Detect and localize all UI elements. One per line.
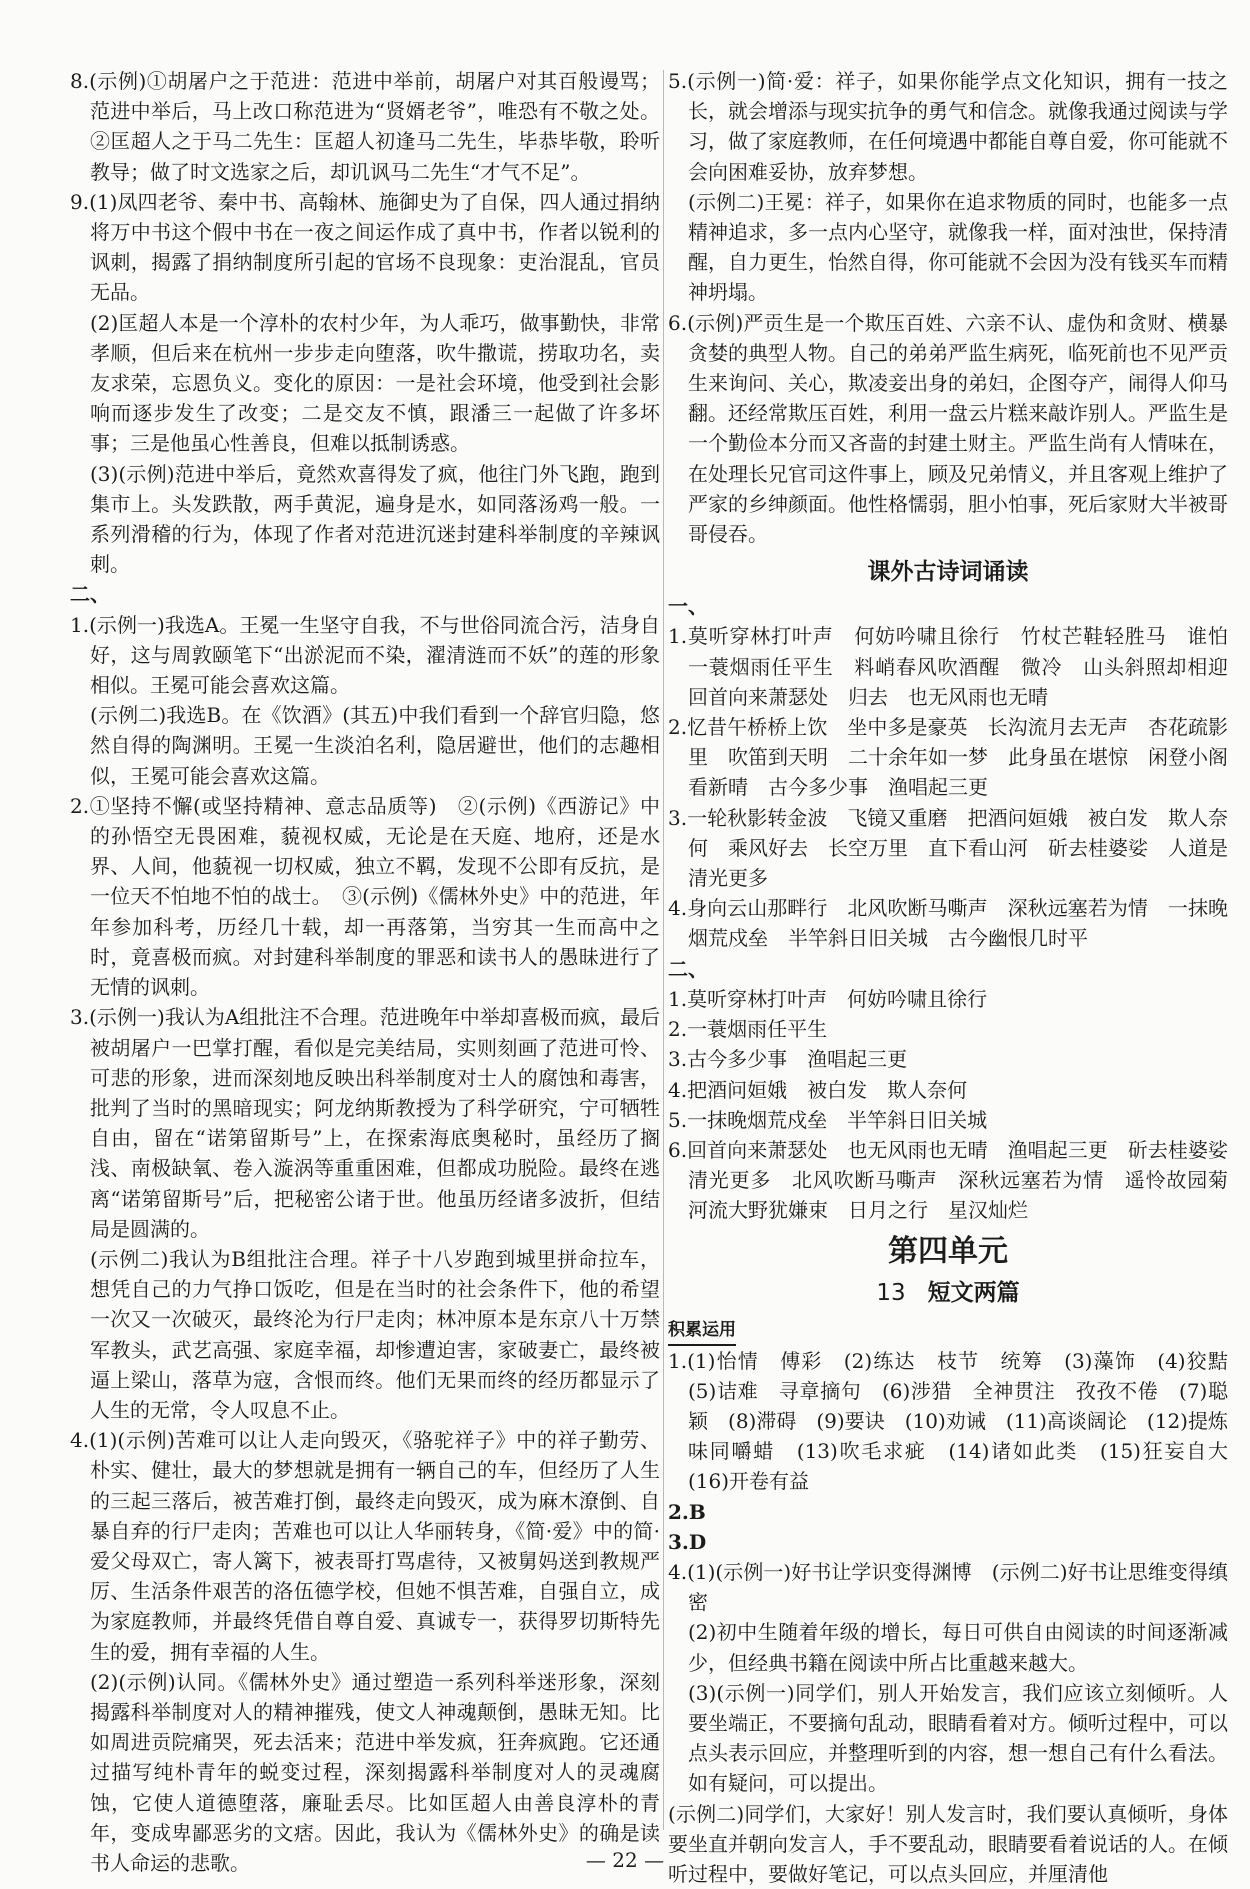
fill-answer-6: 6.回首向来萧瑟处 也无风雨也无晴 渔唱起三更 斫去桂婆娑 清光更多 北风吹断马嘶声 深秋远塞若为情 遥怜故园菊 河流大野犹嫌束 日月之行 星汉灿烂 [668, 1137, 1248, 1223]
unit-title: 第四单元 [888, 1233, 1008, 1269]
left-column [70, 66, 660, 1878]
answer-9-3: (3)(示例)范进中举后，竟然欢喜得发了疯，他往门外飞跑，跑到集市上。头发跌散，两手黄泥，遍身是水，如同落汤鸡一般。一系列滑稽的行为，体现了作者对范进沉迷封建科举制度的辛辣讽刺。 [90, 461, 660, 577]
answer-9-1: 9.(1)凤四老爷、秦中书、高翰林、施御史为了自保，四人通过捐纳将万中书这个假中书在一夜之间运作成了真中书，作者以锐利的讽刺，揭露了捐纳制度所引起的官场不良现象：吏治混乱，官员无品。 [70, 189, 660, 305]
answer-4-3b: (示例二)同学们，大家好！别人发言时，我们要认真倾听，身体要坐直并朝向发言人，手不要乱动，眼睛要看着说话的人。在倾听过程中，要做好笔记，可以点头回应，并厘清他 [668, 1801, 1228, 1886]
right-column [668, 66, 1248, 1889]
answer-4-1: 4.(1)(示例一)好书让学识变得渊博 (示例二)好书让思维变得缜密 [668, 1559, 1228, 1615]
poem-answer-2: 2.忆昔午桥桥上饮 坐中多是豪英 长沟流月去无声 杏花疏影里 吹笛到天明 二十余年如一梦 此身虽在堪惊 闲登小阁看新晴 古今多少事 渔唱起三更 [668, 715, 1228, 800]
choice-answer-2: 2.B [668, 1499, 706, 1524]
poem-answer-3: 3.一轮秋影转金波 飞镜又重磨 把酒问姮娥 被白发 欺人奈何 乘风好去 长空万里 直下看山河 斫去桂婆娑 人道是 清光更多 [668, 805, 1248, 891]
poetry-part-one: 一、 [668, 594, 708, 619]
accumulation-heading: 积累运用 [668, 1316, 736, 1346]
page-number: — 22 — [585, 1848, 665, 1872]
lesson-title: 短文两篇 [927, 1279, 1020, 1306]
answer-2-1b: (示例二)我选B。在《饮酒》(其五)中我们看到一个辞官归隐，悠然自得的陶渊明。王冕一生淡泊名利，隐居避世，他们的志趣相似，王冕可能会喜欢这篇。 [90, 703, 660, 788]
answer-2-4-2: (2)(示例)认同。《儒林外史》通过塑造一系列科举迷形象，深刻揭露科举制度对人的精神摧残，使文人神魂颠倒，愚昧无知。比如周进贡院痛哭，死去活来；范进中举发疯，狂奔疯跑。它还通过描写纯朴青年的蜕变过程，深刻揭露科举制度对人的灵魂腐蚀，它使人道德堕落，廉耻丢尽。比如匡超人由善良淳朴的青年，变成卑鄙恶劣的文痞。因此，我认为《儒林外史》的确是读书人命运的悲歌。 [90, 1669, 660, 1875]
choice-answer-3: 3.D [668, 1529, 707, 1554]
answer-4-2: (2)初中生随着年级的增长，每日可供自由阅读的时间逐渐减少，但经典书籍在阅读中所占比重越来越大。 [688, 1620, 1228, 1675]
fill-answer-1: 1.莫听穿林打叶声 何妨吟啸且徐行 [668, 986, 988, 1011]
answer-2-2: 2.①坚持不懈(或坚持精神、意志品质等) ②(示例)《西游记》中的孙悟空无畏困难，藐视权威，无论是在天庭、地府，还是水界、人间，他藐视一切权威，独立不羁，发现不公即有反抗，是一位天不怕地不怕的战士。 ③(示例)《儒林外史》中的范进，年年参加科考，历经几十载，却一再落第，当穷其一生而高中之时，竟喜极而疯。对封建科举制度的罪恶和读书人的愚昧进行了无情的讽刺。 [70, 793, 660, 1000]
answer-6: 6.(示例)严贡生是一个欺压百姓、六亲不认、虚伪和贪财、横暴贪婪的典型人物。自己的弟弟严监生病死，临死前也不见严贡生来询问、关心，欺凌妾出身的弟妇，企图夺产，闹得人仰马翻。还经常欺压百姓，利用一盘云片糕来敲诈别人。严监生是一个勤俭本分而又吝啬的封建土财主。严监生尚有人情味在，在处理长兄官司这件事上，顾及兄弟情义，并且客观上维护了严家的乡绅颜面。他性格懦弱，胆小怕事，死后家财大半被哥哥侵吞。 [668, 310, 1228, 547]
column-divider [663, 70, 664, 1830]
answer-5a: 5.(示例一)简·爱：祥子，如果你能学点文化知识，拥有一技之长，就会增添与现实抗争的勇气和信念。就像我通过阅读与学习，做了家庭教师，在任何境遇中都能自尊自爱，你可能就不会向困难妥协，放弃梦想。 [668, 69, 1228, 184]
lesson-heading [668, 1274, 1228, 1312]
answer-5b: (示例二)王冕：祥子，如果你在追求物质的同时，也能多一点精神追求，多一点内心坚守，就像我一样，面对浊世，保持清醒，自力更生，怡然自得，你可能就不会因为没有钱买车而精神坍塌。 [688, 189, 1228, 305]
fill-answer-2: 2.一蓑烟雨任平生 [668, 1017, 828, 1042]
poem-answer-4: 4.身向云山那畔行 北风吹断马嘶声 深秋远塞若为情 一抹晚烟荒戍垒 半竿斜日旧关城 古今幽恨几时平 [668, 896, 1228, 951]
fill-answer-5: 5.一抹晚烟荒戍垒 半竿斜日旧关城 [668, 1107, 988, 1132]
poem-answer-1: 1.莫听穿林打叶声 何妨吟啸且徐行 竹杖芒鞋轻胜马 谁怕 一蓑烟雨任平生 料峭春风吹酒醒 微冷 山头斜照却相迎 回首向来萧瑟处 归去 也无风雨也无晴 [668, 624, 1248, 709]
answer-2-3a: 3.(示例一)我认为A组批注不合理。范进晚年中举却喜极而疯，最后被胡屠户一巴掌打醒，看似是完美结局，实则刻画了范进可怜、可悲的形象，进而深刻地反映出科举制度对士人的腐蚀和毒害，批判了当时的黑暗现实；阿龙纳斯教授为了科学研究，宁可牺牲自由，留在“诺第留斯号”上，在探索海底奥秘时，虽经历了搁浅、南极缺氧、卷入漩涡等重重困难，但都成功脱险。最终在逃离“诺第留斯号”后，把秘密公诸于世。他虽历经诸多波折，但结局是圆满的。 [70, 1005, 660, 1241]
answer-8: 8.(示例)①胡屠户之于范进：范进中举前，胡屠户对其百般谩骂；范进中举后，马上改口称范进为“贤婿老爷”，唯恐有不敬之处。②匡超人之于马二先生：匡超人初逢马二先生，毕恭毕敬，聆听教导；做了时文选家之后，却讥讽马二先生“才气不足”。 [70, 69, 660, 184]
section-two-heading: 二、 [70, 582, 110, 607]
poetry-section-title: 课外古诗词诵读 [867, 559, 1029, 586]
answer-4-3a: (3)(示例一)同学们，别人开始发言，我们应该立刻倾听。人要坐端正，不要摘句乱动，眼睛看着对方。倾听过程中，可以点头表示回应，并整理听到的内容，想一想自己有什么看法。如有疑问，可以提出。 [688, 1680, 1228, 1796]
poetry-part-two: 二、 [668, 956, 708, 981]
answer-2-1a: 1.(示例一)我选A。王冕一生坚守自我，不与世俗同流合污，洁身自好，这与周敦颐笔下“出淤泥而不染，濯清涟而不妖”的莲的形象相似。王冕可能会喜欢这篇。 [70, 612, 660, 698]
answer-2-3b: (示例二)我认为B组批注合理。祥子十八岁跑到城里拼命拉车，想凭自己的力气挣口饭吃，但是在当时的社会条件下，他的希望一次又一次破灭，最终沦为行尸走肉；林冲原本是东京八十万禁军教头，武艺高强、家庭幸福，却惨遭迫害，家破妻亡，最终被逼上梁山，落草为寇，含恨而终。他们无果而终的经历都显示了人生的无常，令人叹息不止。 [90, 1246, 660, 1422]
answer-9-2: (2)匡超人本是一个淳朴的农村少年，为人乖巧，做事勤快，非常孝顺，但后来在杭州一步步走向堕落，吹牛撒谎，捞取功名，卖友求荣，忘恩负义。变化的原因：一是社会环境，他受到社会影响而逐步发生了改变；二是交友不慎，跟潘三一起做了许多坏事；三是他虽心性善良，但难以抵制诱惑。 [90, 310, 660, 456]
vocab-answer-1: 1.(1)怡情 傅彩 (2)练达 枝节 统筹 (3)藻饰 (4)狡黠 (5)诘难 寻章摘句 (6)涉猎 全神贯注 孜孜不倦 (7)聪颖 (8)滞碍 (9)要诀 (10)劝诫 (11)高谈阔论 (12)提炼 味同嚼蜡 (13)吹毛求疵 (14)诸如此类 (15)狂妄自大 (16)开卷有益 [668, 1348, 1248, 1494]
fill-answer-4: 4.把酒问姮娥 被白发 欺人奈何 [668, 1077, 968, 1102]
lesson-number: 13 [876, 1279, 906, 1306]
answer-2-4-1: 4.(1)(示例)苦难可以让人走向毁灭，《骆驼祥子》中的祥子勤劳、朴实、健壮，最大的梦想就是拥有一辆自己的车，但经历了人生的三起三落后，被苦难打倒，最终走向毁灭，成为麻木潦倒、自暴自弃的行尸走肉；苦难也可以让人华丽转身，《简·爱》中的简·爱父母双亡，寄人篱下，被表哥打骂虐待，又被舅妈送到教规严厉、生活条件艰苦的洛伍德学校，但她不惧苦难，自强自立，成为家庭教师，并最终凭借自尊自爱、真诚专一，获得罗切斯特先生的爱，拥有幸福的人生。 [70, 1428, 660, 1664]
fill-answer-3: 3.古今多少事 渔唱起三更 [668, 1047, 908, 1072]
